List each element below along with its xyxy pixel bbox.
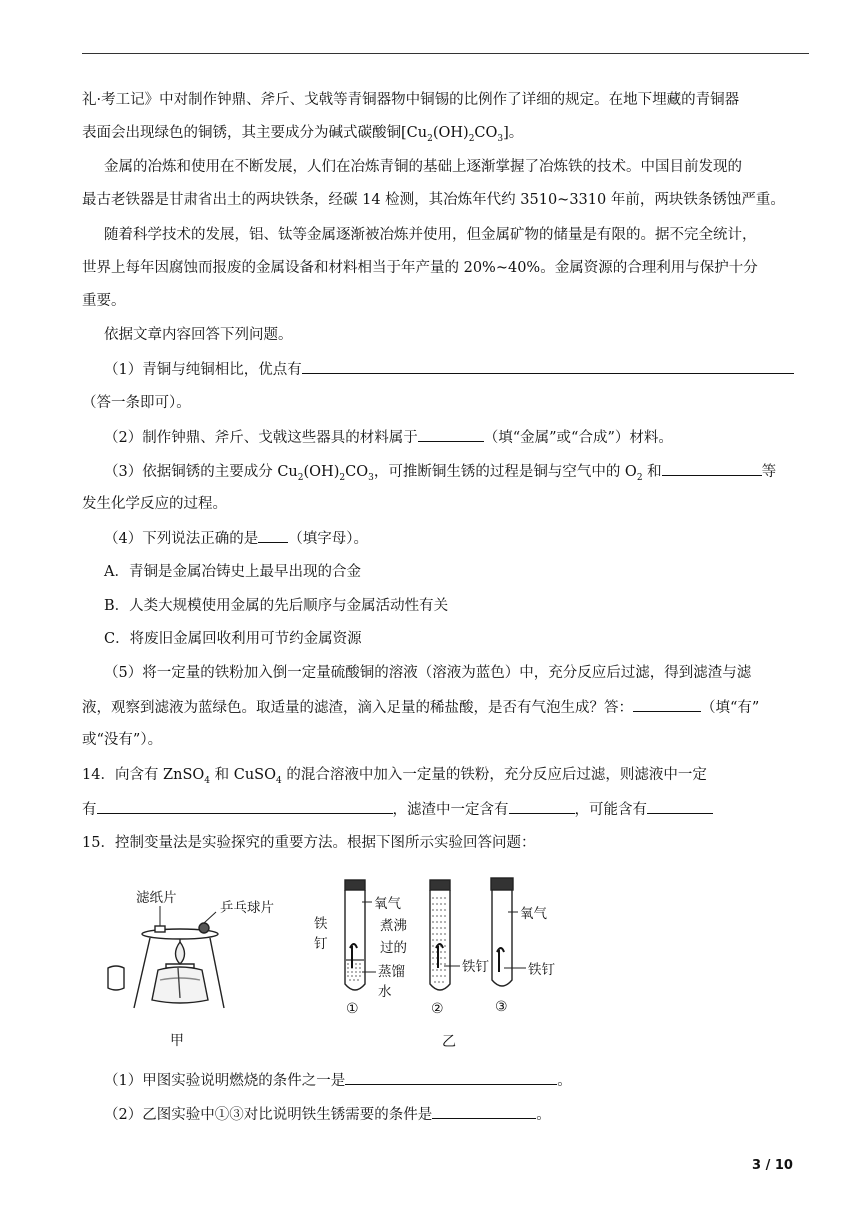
para3-line3: 重要。: [82, 293, 126, 309]
q4-option-a: A．青铜是金属冶铸史上最早出现的合金: [104, 564, 361, 580]
caption-yi: 乙: [442, 1034, 456, 1050]
label-filter-paper: 滤纸片: [136, 890, 177, 906]
q3-answer-blank[interactable]: [662, 461, 762, 476]
q3-line1: （3）依据铜锈的主要成分 $Cu_2(OH)_2CO_3$，可推断铜生锈的过程是铜与空气中的 $O_2$ 和 等: [104, 461, 776, 482]
tube3-number: ③: [495, 999, 508, 1015]
q14-blank-possible[interactable]: [647, 799, 713, 814]
experiment-figure: [100, 868, 570, 1053]
q5-line2: 液，观察到滤液为蓝绿色。取适量的滤渣，滴入足量的稀盐酸，是否有气泡生成？答： （填“有”: [82, 697, 759, 718]
para2-line1: 金属的冶炼和使用在不断发展，人们在冶炼青铜的基础上逐渐掌握了冶炼铁的技术。中国目前发现的: [104, 159, 742, 175]
tube2-label-boiled: 煮沸: [380, 918, 407, 934]
q3-line2: 发生化学反应的过程。: [82, 496, 227, 512]
q15-stem: 15．控制变量法是实验探究的重要方法。根据下图所示实验回答问题：: [82, 835, 536, 851]
q14-blank-filtrate[interactable]: [97, 799, 393, 814]
q2-answer-blank[interactable]: [418, 427, 484, 442]
tube1-oxygen-label: 氧气: [374, 896, 401, 912]
para2-line2: 最古老铁器是甘肃省出土的两块铁条，经碳 14 检测，其冶炼年代约 3510~3310 年前，两块铁条锈蚀严重。: [82, 192, 785, 208]
q1-answer-blank[interactable]: [302, 359, 794, 374]
header-rule: [82, 53, 809, 54]
q4-option-b: B．人类大规模使用金属的先后顺序与金属活动性有关: [104, 598, 449, 614]
q5-line3: 或“没有”）。: [82, 732, 163, 748]
tube3-oxygen-label: 氧气: [520, 906, 547, 922]
q4-option-c: C．将废旧金属回收利用可节约金属资源: [104, 631, 362, 647]
q1-line2: （答一条即可）。: [82, 395, 191, 411]
q14-line2: 有 ，滤渣中一定含有 ，可能含有: [82, 799, 713, 820]
tube1-water-label-bottom: 水: [378, 984, 392, 1000]
q15-sub2-blank[interactable]: [432, 1104, 536, 1119]
page-number: 3 / 10: [752, 1158, 793, 1173]
tube3-nail-label: 铁钉: [528, 962, 555, 978]
q15-sub2: （2）乙图实验中①③对比说明铁生锈需要的条件是 。: [104, 1104, 551, 1125]
q15-sub1: （1）甲图实验说明燃烧的条件之一是 。: [104, 1070, 572, 1091]
tube2-label-passed: 过的: [380, 940, 407, 956]
q2-line: （2）制作钟鼎、斧斤、戈戟这些器具的材料属于 （填“金属”或“合成”）材料。: [104, 427, 673, 448]
tube2-nail-label: 铁钉: [462, 959, 489, 975]
intro-text: 依据文章内容回答下列问题。: [104, 327, 293, 343]
rusting-apparatus: [345, 878, 526, 990]
tube2-number: ②: [431, 1001, 444, 1017]
q14-blank-residue[interactable]: [509, 799, 575, 814]
q5-line1: （5）将一定量的铁粉加入倒一定量硫酸铜的溶液（溶液为蓝色）中，充分反应后过滤，得到滤渣与滤: [104, 665, 752, 681]
tube1-nail-label-bottom: 钉: [314, 936, 328, 952]
q5-answer-blank[interactable]: [633, 697, 701, 712]
label-pingpong-piece: 乒乓球片: [220, 900, 274, 916]
tube1-water-label-top: 蒸馏: [378, 964, 405, 980]
para3-line2: 世界上每年因腐蚀而报废的金属设备和材料相当于年产量的 20%~40%。金属资源的合理利用与保护十分: [82, 260, 758, 276]
combustion-apparatus: [108, 906, 224, 1008]
q4-line: （4）下列说法正确的是 （填字母）。: [104, 528, 368, 549]
q1-line1: （1）青铜与纯铜相比，优点有: [104, 359, 794, 380]
para1-line1: 礼·考工记》中对制作钟鼎、斧斤、戈戟等青铜器物中铜锡的比例作了详细的规定。在地下埋藏的青铜器: [82, 92, 740, 108]
para1-line2: 表面会出现绿色的铜锈，其主要成分为碱式碳酸铜$[Cu_2(OH)_2CO_3]$。: [82, 125, 524, 144]
q4-answer-blank[interactable]: [258, 528, 288, 543]
para3-line1: 随着科学技术的发展，铝、钛等金属逐渐被冶炼并使用，但金属矿物的储量是有限的。据不完全统计，: [104, 227, 757, 243]
q15-sub1-blank[interactable]: [345, 1070, 557, 1085]
tube1-nail-label-top: 铁: [314, 916, 328, 932]
q14-line1: 14．向含有 ZnSO$_4$ 和 CuSO$_4$ 的混合溶液中加入一定量的铁粉，充分反应后过滤，则滤液中一定: [82, 767, 707, 786]
caption-jia: 甲: [170, 1033, 184, 1049]
tube1-number: ①: [346, 1001, 359, 1017]
